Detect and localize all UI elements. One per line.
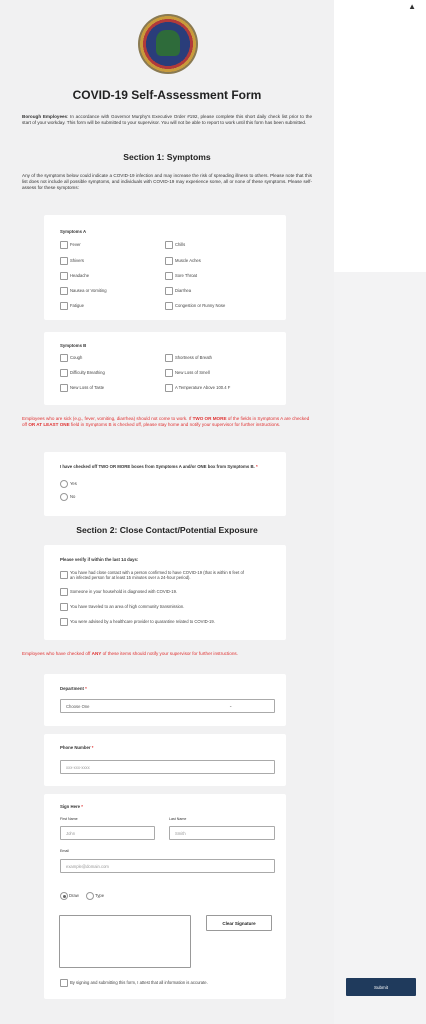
option-label: Congestion or Runny Nose <box>175 303 226 308</box>
department-label <box>60 686 87 691</box>
input-placeholder: Smith <box>175 831 186 836</box>
intro-text: : In accordance with Governor Murphy's Executive Order #192, please complete this short daily check list prior to the start of your workday. This form will be submitted to your supervisor. You will not be able to report to work until this form has been submitted. <box>22 114 312 125</box>
warning-emphasis: TWO OR MORE <box>192 416 227 421</box>
option-label: Diarrhea <box>175 288 192 293</box>
sign-label <box>60 804 83 809</box>
symptoms-a-card <box>44 215 286 320</box>
radio-type[interactable] <box>86 892 94 900</box>
checkbox-shivers[interactable] <box>60 257 68 265</box>
option-label: Cough <box>70 355 83 360</box>
first-name-label: First Name <box>60 817 78 821</box>
radio-label: Draw <box>69 893 79 898</box>
option-label: You have had close contact with a person confirmed to have COVID-19 (that is within 6 feet of an infected person for at least 15 minutes over a 24-hour period). <box>70 570 244 580</box>
input-placeholder: example@domain.com <box>66 864 109 869</box>
exposure-card <box>44 545 286 640</box>
warning-emphasis: OR AT LEAST ONE <box>28 422 70 427</box>
option-label: You were advised by a healthcare provider to quarantine related to COVID-19. <box>70 619 215 624</box>
logo-icon: ▲ <box>408 2 416 11</box>
option-label: Fever <box>70 242 81 247</box>
field-label-text: Sign Here <box>60 804 81 809</box>
checkbox-close-contact[interactable] <box>60 571 68 579</box>
department-card <box>44 674 286 726</box>
symptoms-question-card <box>44 452 286 516</box>
warning-text: Employees who have checked off <box>22 651 92 656</box>
option-label: Nausea or Vomiting <box>70 288 107 293</box>
symptoms-question-label <box>60 464 280 469</box>
warning-text: Employees who are sick (e.g., fever, vomiting, diarrhea) should not come to work. If <box>22 416 193 421</box>
option-label: Someone in your household is diagnosed with COVID-19. <box>70 589 178 594</box>
checkbox-household[interactable] <box>60 588 68 596</box>
checkbox-congestion[interactable] <box>165 302 173 310</box>
first-name-input[interactable] <box>60 826 155 840</box>
checkbox-shortness-of-breath[interactable] <box>165 354 173 362</box>
radio-no[interactable] <box>60 493 68 501</box>
option-label: Shivers <box>70 258 84 263</box>
radio-draw[interactable] <box>60 892 68 900</box>
option-label: You have traveled to an area of high community transmission. <box>70 604 185 609</box>
signature-pad[interactable] <box>59 915 191 968</box>
symptoms-warning <box>22 416 312 428</box>
email-input[interactable] <box>60 859 275 873</box>
exposure-warning <box>22 651 312 657</box>
checkbox-quarantine-advised[interactable] <box>60 618 68 626</box>
checkbox-attest[interactable] <box>60 979 68 987</box>
phone-label <box>60 745 93 750</box>
required-marker: * <box>255 464 258 469</box>
option-label: Muscle Aches <box>175 258 201 263</box>
section2-heading: Section 2: Close Contact/Potential Exposure <box>76 525 258 535</box>
last-name-input[interactable] <box>169 826 275 840</box>
required-marker: * <box>85 686 87 691</box>
intro-bold: Borough Employees <box>22 114 68 119</box>
intro-paragraph <box>22 114 312 126</box>
right-sidebar <box>334 0 426 1024</box>
checkbox-nausea[interactable] <box>60 287 68 295</box>
warning-text: of these items should notify your supervisor for further instructions. <box>101 651 238 656</box>
checkbox-loss-of-taste[interactable] <box>60 384 68 392</box>
checkbox-temperature[interactable] <box>165 384 173 392</box>
phone-input[interactable] <box>60 760 275 774</box>
field-label-text: Phone Number <box>60 745 91 750</box>
symptoms-a-title: Symptoms A <box>60 229 87 234</box>
option-label: A Temperature Above 100.4 F <box>175 385 231 390</box>
chevron-down-icon: ⌄ <box>229 703 233 708</box>
required-marker: * <box>91 745 94 750</box>
last-name-label: Last Name <box>169 817 187 821</box>
checkbox-cough[interactable] <box>60 354 68 362</box>
select-value: Choose One <box>66 704 90 709</box>
input-placeholder: John <box>66 831 76 836</box>
option-label: Fatigue <box>70 303 84 308</box>
radio-label: No <box>70 494 76 499</box>
option-label: New Loss of Smell <box>175 370 210 375</box>
question-text: I have checked off TWO OR MORE boxes from Symptoms A and/or ONE box from Symptoms B. <box>60 464 255 469</box>
exposure-title: Please verify if within the last 14 days: <box>60 557 139 562</box>
checkbox-sore-throat[interactable] <box>165 272 173 280</box>
radio-label: Yes <box>70 481 77 486</box>
clear-signature-button[interactable]: Clear Signature <box>206 915 272 931</box>
page-title: COVID-19 Self-Assessment Form <box>72 88 262 102</box>
symptoms-b-title: Symptoms B <box>60 343 87 348</box>
option-label: Headache <box>70 273 90 278</box>
radio-label: Type <box>95 893 105 898</box>
warning-text: of the fields in Symptoms A are checked off <box>22 416 310 427</box>
sidebar-panel <box>334 0 426 272</box>
checkbox-travel[interactable] <box>60 603 68 611</box>
warning-emphasis: ANY <box>91 651 102 656</box>
attest-label: By signing and submitting this form, I attest that all information is accurate. <box>70 980 208 985</box>
input-placeholder: xxx-xxx-xxxx <box>66 765 90 770</box>
field-label-text: Department <box>60 686 84 691</box>
checkbox-chills[interactable] <box>165 241 173 249</box>
checkbox-diarrhea[interactable] <box>165 287 173 295</box>
option-label: Difficulty Breathing <box>70 370 105 375</box>
submit-button[interactable]: Submit <box>346 978 416 996</box>
option-label: New Loss of Taste <box>70 385 105 390</box>
borough-seal-logo <box>138 14 198 74</box>
checkbox-difficulty-breathing[interactable] <box>60 369 68 377</box>
phone-card <box>44 734 286 786</box>
checkbox-fever[interactable] <box>60 241 68 249</box>
symptoms-b-card <box>44 332 286 405</box>
required-marker: * <box>81 804 83 809</box>
radio-yes[interactable] <box>60 480 68 488</box>
department-select[interactable] <box>60 699 275 713</box>
warning-text: field in Symptoms B is checked off, please stay home and notify your supervisor for further instructions. <box>69 422 281 427</box>
section1-description: Any of the symptoms below could indicate a COVID-19 infection and may increase the risk of spreading illness to others. Please note that this list does not include all possible symptoms, and individuals with COVID-19 may experience some, all or none of these symptoms. Please self-assess for these symptoms: <box>22 173 312 190</box>
option-label: Chills <box>175 242 186 247</box>
email-label: Email <box>60 849 69 853</box>
checkbox-headache[interactable] <box>60 272 68 280</box>
signature-card <box>44 794 286 999</box>
seal-emblem <box>156 30 180 56</box>
section1-heading: Section 1: Symptoms <box>123 152 211 162</box>
option-label: Shortness of Breath <box>175 355 213 360</box>
checkbox-loss-of-smell[interactable] <box>165 369 173 377</box>
checkbox-fatigue[interactable] <box>60 302 68 310</box>
checkbox-muscle-aches[interactable] <box>165 257 173 265</box>
option-label: Sore Throat <box>175 273 198 278</box>
